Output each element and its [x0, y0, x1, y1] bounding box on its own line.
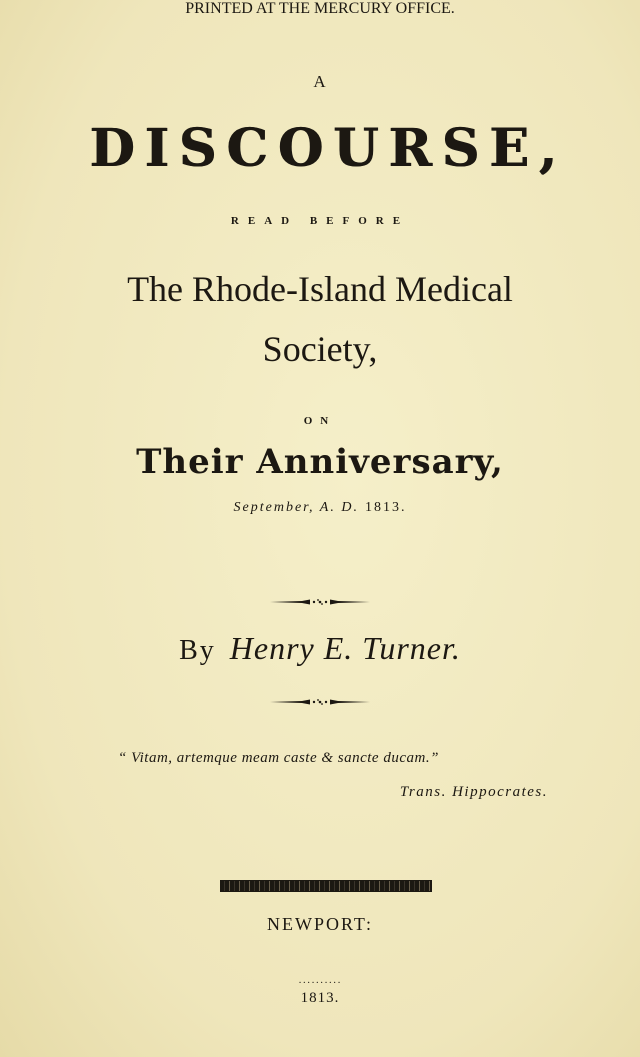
author-line — [0, 630, 640, 667]
dotted-divider: ·········· — [298, 978, 342, 989]
motto-attribution: Trans. Hippocrates. — [399, 784, 548, 800]
ornamental-rule-bottom — [270, 696, 370, 708]
society-name-line-1: The Rhode-Island Medical — [127, 269, 513, 309]
society-name-line-2: Society, — [262, 329, 378, 369]
by-label: By — [179, 635, 216, 666]
date-month-era: September, A. D. — [233, 500, 359, 515]
latin-motto: “ Vitam, artemque meam caste & sancte ducam.” — [118, 750, 439, 766]
read-before-line: READ BEFORE — [230, 215, 410, 227]
occasion-blackletter: Their Anniversary, — [136, 442, 504, 482]
imprint-printer: PRINTED AT THE MERCURY OFFICE. — [185, 0, 455, 17]
ornamental-rule-top — [270, 596, 370, 608]
imprint-rule — [220, 880, 432, 892]
author-name: Henry E. Turner. — [229, 630, 461, 666]
imprint-place: NEWPORT: — [266, 914, 374, 934]
date-line — [0, 500, 640, 516]
on-line: ON — [303, 415, 337, 427]
imprint-year: 1813. — [300, 990, 340, 1006]
main-title: DISCOURSE, — [89, 118, 567, 179]
date-year: 1813. — [364, 500, 407, 515]
title-article: A — [313, 72, 327, 91]
